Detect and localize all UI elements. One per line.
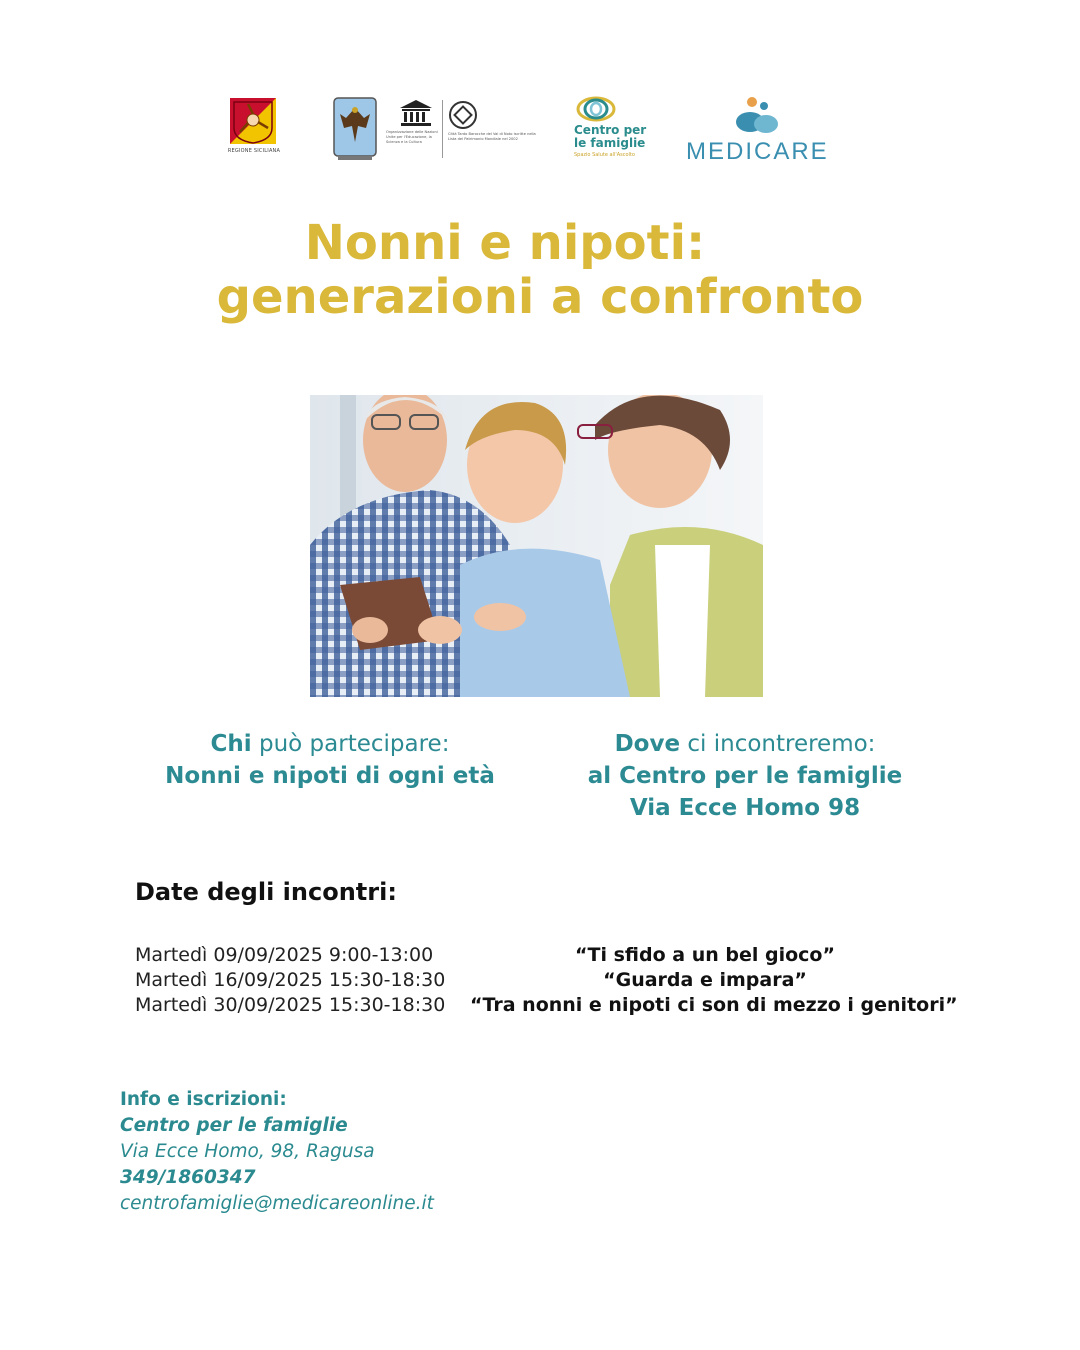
event-title	[140, 216, 940, 324]
medicare-wordmark: MEDICARE	[686, 138, 829, 165]
unesco-temple-icon	[398, 98, 434, 128]
world-heritage-icon	[448, 100, 478, 130]
centro-famiglie-logo	[570, 96, 650, 166]
title-line2: generazioni a confronto	[216, 269, 864, 325]
ragusa-crest-icon	[332, 96, 378, 162]
title-line1: Nonni e nipoti:	[304, 215, 706, 271]
date-item: Martedì 30/09/2025 15:30-18:30	[135, 994, 446, 1016]
info-block	[120, 1087, 434, 1217]
who-label-rest: può partecipare:	[258, 731, 450, 757]
trinacria-shield-icon	[230, 98, 276, 144]
medicare-logo	[680, 96, 840, 166]
session-title: “Guarda e impara”	[603, 969, 807, 991]
heritage-text: Città Tardo Barocche del Val di Noto iscritte nella Lista del Patrimonio Mondiale nel 2002	[448, 132, 536, 141]
regione-siciliana-logo	[222, 98, 286, 160]
where-label-bold: Dove	[614, 731, 681, 757]
unesco-text: Organizzazione delle Nazioni Unite per l'Educazione, la Scienza e la Cultura	[386, 130, 438, 144]
date-item: Martedì 09/09/2025 9:00-13:00	[135, 944, 434, 966]
info-org: Centro per le famiglie	[120, 1115, 348, 1136]
meeting-place	[560, 728, 930, 824]
info-phone[interactable]: 349/1860347	[120, 1167, 256, 1188]
date-item: Martedì 16/09/2025 15:30-18:30	[135, 969, 446, 991]
session-titles	[470, 943, 958, 1018]
info-address: Via Ecce Homo, 98, Ragusa	[120, 1141, 375, 1162]
session-title: “Tra nonni e nipoti ci son di mezzo i genitori”	[470, 994, 958, 1016]
who-label-bold: Chi	[210, 731, 252, 757]
who-can-participate	[120, 728, 540, 792]
centro-rings-icon	[574, 96, 618, 122]
centro-line2: le famiglie	[574, 136, 646, 150]
who-value: Nonni e nipoti di ogni età	[165, 763, 495, 789]
info-email[interactable]: centrofamiglie@medicareonline.it	[120, 1193, 434, 1214]
where-label-rest: ci incontreremo:	[687, 731, 876, 757]
where-line2: Via Ecce Homo 98	[629, 795, 861, 821]
family-tablet-photo	[310, 395, 763, 697]
session-title: “Ti sfido a un bel gioco”	[575, 944, 835, 966]
logo-divider	[442, 100, 443, 158]
date-list	[135, 943, 445, 1018]
info-heading: Info e iscrizioni:	[120, 1089, 287, 1110]
dates-heading: Date degli incontri:	[135, 878, 397, 906]
where-line1: al Centro per le famiglie	[587, 763, 903, 789]
centro-tagline: Spazio Salute all'Ascolto	[574, 152, 635, 158]
institutional-logos	[328, 96, 548, 166]
centro-line1: Centro per	[574, 123, 647, 137]
regione-siciliana-caption: REGIONE SICILIANA	[227, 148, 281, 154]
medicare-people-icon	[732, 96, 782, 138]
